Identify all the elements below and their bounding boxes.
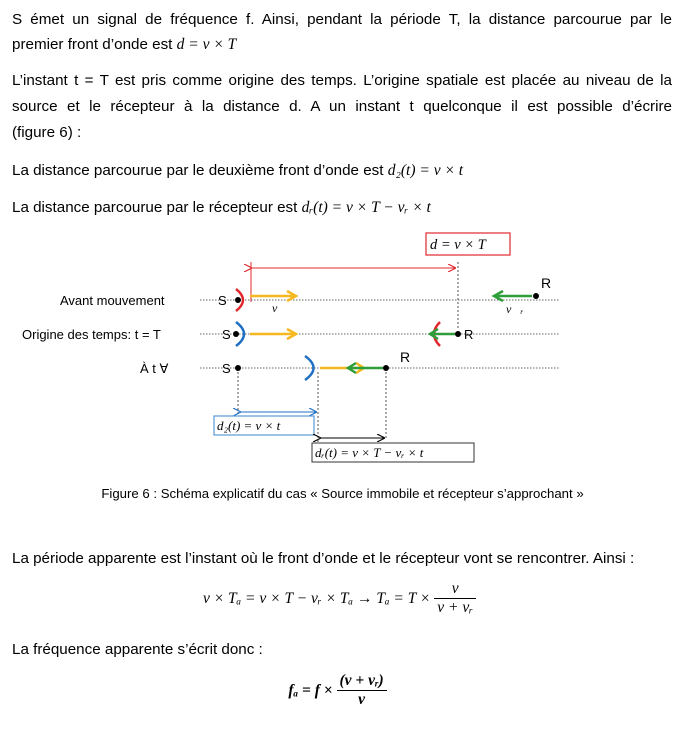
figure-caption: Figure 6 : Schéma explicatif du cas « Source immobile et récepteur s’approchant »	[101, 486, 584, 501]
source-point	[235, 297, 241, 303]
receiver-label: R	[400, 349, 411, 365]
equation-left: v × Tₐ = v × T − vᵣ × Tₐ → Tₐ = T ×	[202, 589, 431, 607]
row-label-before: Avant mouvement	[60, 293, 165, 308]
velocity-label-v: v⃗	[272, 301, 287, 315]
formula-inline: dᵣ(t) = v × T − vᵣ × t	[301, 199, 431, 216]
fraction-denominator: v	[337, 690, 387, 709]
formula-inline: d₂(t) = v × t	[387, 162, 464, 179]
paragraph-line: S émet un signal de fréquence f. Ainsi, pendant la période T, la distance parcourue par le	[12, 11, 672, 28]
source-label: S	[218, 293, 227, 308]
receiver-point	[455, 331, 461, 337]
label-box-d-text: d = v × T	[430, 237, 486, 253]
formula-inline: d = v × T	[176, 36, 237, 53]
receiver-label: R	[541, 275, 552, 291]
source-point	[235, 365, 241, 371]
equation-fraction	[434, 580, 476, 617]
paragraph-line: source et le récepteur à la distance d. A un instant t quelconque il est possible d’écrire	[12, 98, 672, 115]
receiver-label: R	[464, 327, 474, 342]
label-box-dr-text: dᵣ(t) = v × T − vᵣ × t	[315, 445, 424, 460]
source-point	[233, 331, 239, 337]
equation-period	[0, 580, 685, 617]
fraction-numerator: (v + vᵣ)	[339, 672, 384, 689]
paragraph-line: L’instant t = T est pris comme origine des temps. L’origine spatiale est placée au niveau de la	[12, 72, 672, 89]
label-box-d2-text: d₂(t) = v × t	[217, 418, 281, 433]
receiver-point	[383, 365, 389, 371]
equation-left: fₐ = f ×	[288, 681, 333, 699]
receiver-point	[533, 293, 539, 299]
paragraph-line: La période apparente est l’instant où le front d’onde et le récepteur vont se rencontrer. Ainsi :	[12, 550, 635, 567]
fraction-numerator: v	[451, 580, 459, 597]
paragraph-text: premier front d’onde est	[12, 36, 177, 53]
equation-fraction	[337, 672, 387, 709]
paragraph-line: La fréquence apparente s’écrit donc :	[12, 641, 263, 658]
row-label-anytime: À t ∀	[140, 361, 169, 376]
source-label: S	[222, 361, 231, 376]
source-label: S	[222, 327, 231, 342]
fraction-denominator: v + vᵣ	[434, 598, 476, 617]
paragraph-line: (figure 6) :	[12, 124, 82, 141]
paragraph-text: La distance parcourue par le deuxième front d’onde est	[12, 162, 388, 179]
velocity-label-vr: v⃗ᵣ	[506, 302, 524, 316]
equation-frequency	[0, 672, 685, 709]
paragraph-text: La distance parcourue par le récepteur est	[12, 199, 302, 216]
row-label-origin: Origine des temps: t = T	[22, 327, 161, 342]
